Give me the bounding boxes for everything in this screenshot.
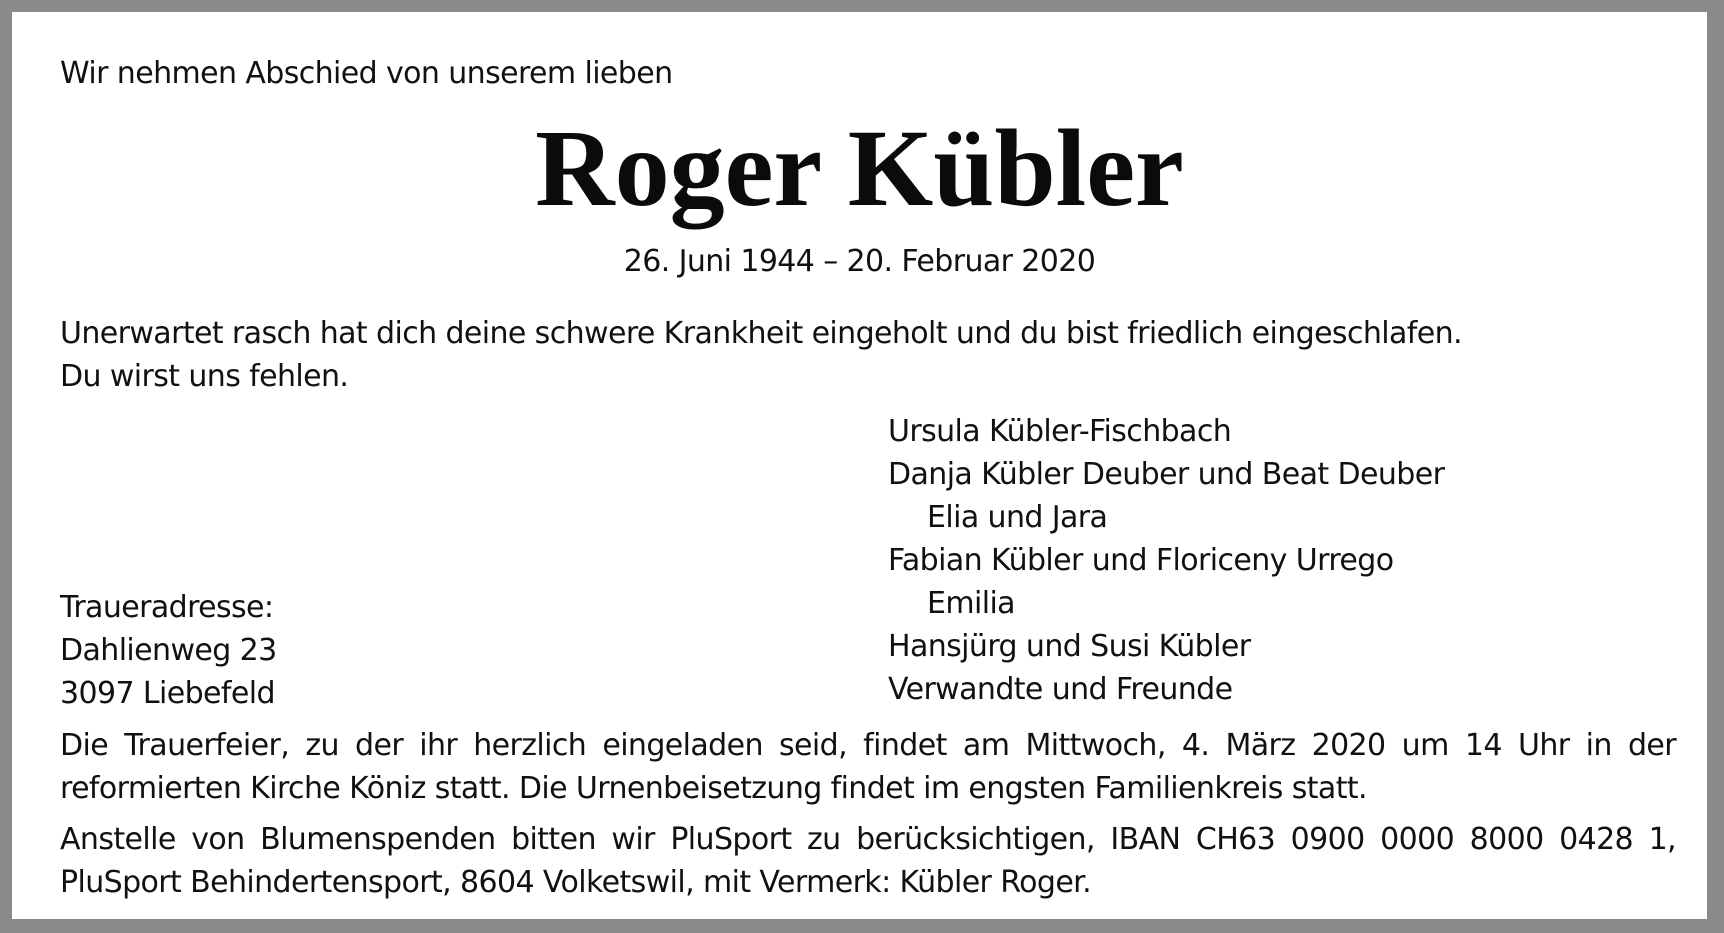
funeral-line-2: reformierten Kirche Köniz statt. Die Urnenbeisetzung findet im engsten Familienkreis statt. xyxy=(60,771,1367,806)
message-line-2: Du wirst uns fehlen. xyxy=(60,359,349,394)
life-dates: 26. Juni 1944 – 20. Februar 2020 xyxy=(623,244,1096,279)
address-city: 3097 Liebefeld xyxy=(60,676,275,711)
mourner-item: Danja Kübler Deuber und Beat Deuber xyxy=(888,457,1445,492)
mourner-item: Fabian Kübler und Floriceny Urrego xyxy=(888,543,1394,578)
mourner-item: Elia und Jara xyxy=(927,500,1108,535)
funeral-info xyxy=(60,724,1676,810)
donation-line-2: PluSport Behindertensport, 8604 Volketswil, mit Vermerk: Kübler Roger. xyxy=(60,865,1092,900)
message-line-1: Unerwartet rasch hat dich deine schwere Krankheit eingeholt und du bist friedlich eingeschlafen. xyxy=(60,316,1462,351)
intro-text: Wir nehmen Abschied von unserem lieben xyxy=(60,56,673,91)
mourners-list xyxy=(888,410,1688,711)
donation-info xyxy=(60,818,1676,904)
address-street: Dahlienweg 23 xyxy=(60,633,277,668)
mourner-item: Emilia xyxy=(927,586,1015,621)
mourner-item: Ursula Kübler-Fischbach xyxy=(888,414,1232,449)
address-label: Traueradresse: xyxy=(60,590,274,625)
mourning-address xyxy=(60,586,277,715)
donation-line-1: Anstelle von Blumenspenden bitten wir PluSport zu berücksichtigen, IBAN CH63 0900 0000 8000 0428 1, xyxy=(60,822,1676,857)
funeral-line-1: Die Trauerfeier, zu der ihr herzlich eingeladen seid, findet am Mittwoch, 4. März 2020 um 14 Uhr in der xyxy=(60,728,1676,763)
deceased-name: Roger Kübler xyxy=(535,107,1184,229)
mourner-item: Hansjürg und Susi Kübler xyxy=(888,629,1251,664)
mourner-item: Verwandte und Freunde xyxy=(888,672,1233,707)
